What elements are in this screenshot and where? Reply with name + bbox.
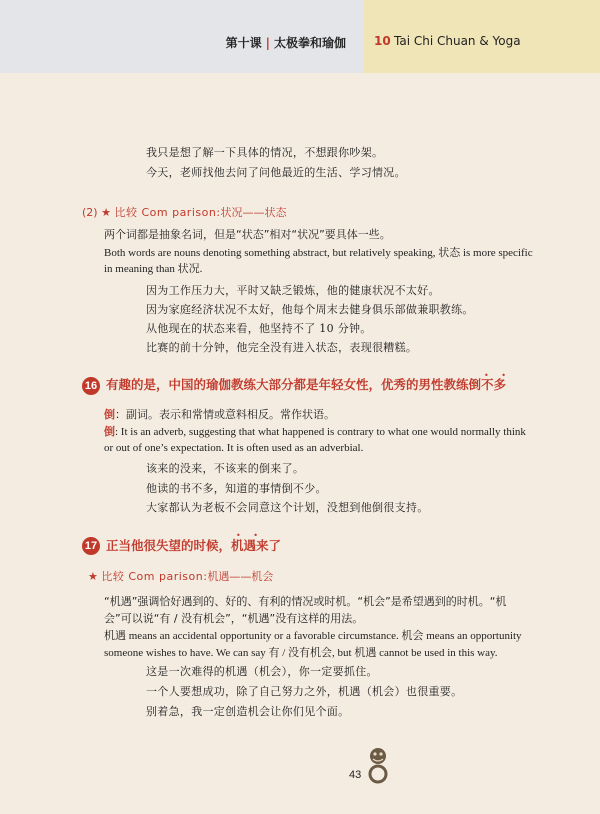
explanation-zh: “机遇”强调恰好遇到的、好的、有利的情况或时机。“机会”是希望遇到的时机。“机 bbox=[104, 595, 507, 608]
comparison-heading bbox=[88, 569, 273, 585]
explanation-zh: 会”可以说“有 / 没有机会”，“机遇”没有这样的用法。 bbox=[104, 612, 364, 625]
point-heading bbox=[106, 538, 281, 554]
comparison-terms: 机遇——机会 bbox=[207, 570, 274, 583]
comparison-number: (2) bbox=[82, 206, 98, 219]
heading-text: 来了 bbox=[256, 538, 282, 553]
explanation-en: Both words are nouns denoting something abstract, but relatively speaking, 状态 is more specific bbox=[104, 247, 533, 259]
title-zh: 太极拳和瑜伽 bbox=[273, 36, 346, 50]
header-left-band bbox=[0, 0, 364, 73]
definition-text: ：副词。表示和常情或意料相反。常作状语。 bbox=[115, 408, 335, 421]
comparison-heading bbox=[82, 205, 287, 221]
comparison-terms: 状况——状态 bbox=[220, 206, 287, 219]
heading-key-word: 倒 bbox=[468, 377, 482, 392]
example-sentence: 我只是想了解一下具体的情况，不想跟你吵架。 bbox=[146, 146, 384, 159]
example-sentence: 该来的没来，不该来的倒来了。 bbox=[146, 462, 305, 475]
page-number: 43 bbox=[349, 769, 362, 781]
star-icon: ★ bbox=[88, 570, 98, 583]
point-number-badge: 16 bbox=[82, 377, 100, 395]
key-word: 倒 bbox=[104, 408, 115, 421]
point-number-badge: 17 bbox=[82, 537, 100, 555]
emphasis-dots: • • bbox=[236, 531, 263, 540]
key-word: 倒 bbox=[104, 426, 115, 438]
comparison-label: 比较 Com parison: bbox=[114, 206, 221, 219]
heading-text: 正当他很失望的时候， bbox=[106, 538, 232, 553]
lesson-number-zh: 第十课 bbox=[225, 36, 262, 50]
emphasis-dots: • • bbox=[484, 371, 511, 380]
example-sentence: 一个人要想成功，除了自己努力之外，机遇（机会）也很重要。 bbox=[146, 685, 463, 698]
lesson-number: 10 bbox=[374, 34, 391, 48]
explanation-zh: 两个词都是抽象名词，但是“状态”相对“状况”要具体一些。 bbox=[104, 228, 391, 241]
example-sentence: 今天，老师找他去问了问他最近的生活、学习情况。 bbox=[146, 166, 406, 179]
heading-key-word: 机遇 bbox=[231, 538, 257, 553]
example-sentence: 从他现在的状态来看，他坚持不了 10 分钟。 bbox=[146, 322, 372, 335]
example-sentence: 大家都认为老板不会同意这个计划，没想到他倒很支持。 bbox=[146, 501, 429, 514]
door-knocker-icon bbox=[366, 746, 390, 786]
definition-en bbox=[104, 424, 526, 440]
heading-text: 有趣的是，中国的瑜伽教练大部分都是年轻女性，优秀的男性教练 bbox=[106, 377, 469, 392]
heading-text: 不多 bbox=[481, 377, 507, 392]
header-right-band bbox=[364, 0, 600, 73]
header-separator: | bbox=[265, 36, 270, 50]
example-sentence: 因为家庭经济状况不太好，他每个周末去健身俱乐部做兼职教练。 bbox=[146, 303, 474, 316]
explanation-en: 机遇 means an accidental opportunity or a favorable circumstance. 机会 means an opportunity bbox=[104, 630, 522, 642]
example-sentence: 别着急，我一定创造机会让你们见个面。 bbox=[146, 705, 350, 718]
explanation-en: someone wishes to have. We can say 有 / 没有机会, but 机遇 cannot be used in this way. bbox=[104, 647, 498, 659]
example-sentence: 比赛的前十分钟，他完全没有进入状态，表现很糟糕。 bbox=[146, 341, 418, 354]
definition-en: or out of one’s expectation. It is often used as an adverbial. bbox=[104, 442, 364, 454]
example-sentence: 他读的书不多，知道的事情倒不少。 bbox=[146, 482, 327, 495]
definition-text: : It is an adverb, suggesting that what happened is contrary to what one would normally think bbox=[115, 426, 526, 438]
title-en: Tai Chi Chuan & Yoga bbox=[394, 34, 521, 48]
example-sentence: 这是一次难得的机遇（机会），你一定要抓住。 bbox=[146, 665, 378, 678]
point-heading bbox=[106, 377, 506, 393]
explanation-en: in meaning than 状况. bbox=[104, 263, 203, 275]
star-icon: ★ bbox=[101, 206, 111, 219]
definition-zh bbox=[104, 407, 335, 423]
lesson-title-zh bbox=[226, 34, 346, 51]
comparison-label: 比较 Com parison: bbox=[101, 570, 208, 583]
example-sentence: 因为工作压力大，平时又缺乏锻炼，他的健康状况不太好。 bbox=[146, 284, 440, 297]
